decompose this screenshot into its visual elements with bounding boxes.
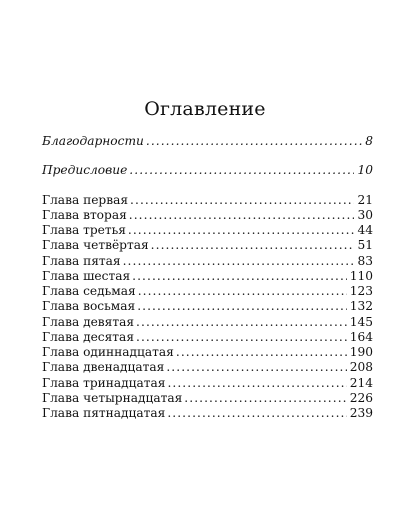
- toc-entry-chapter-11[interactable]: [42, 345, 373, 360]
- toc-entry-page: 214: [349, 375, 373, 390]
- toc-entry-chapter-15[interactable]: [42, 406, 373, 421]
- toc-entry-page: 83: [357, 253, 373, 268]
- dot-leader: [130, 193, 354, 208]
- toc-entry-label: Глава двенадцатая: [42, 360, 165, 375]
- toc-entry-label: Глава восьмая: [42, 299, 136, 314]
- toc-entry-label: Глава пятая: [42, 253, 121, 268]
- toc-entry-chapter-10[interactable]: [42, 330, 373, 345]
- toc-entry-label: Предисловие: [42, 163, 128, 178]
- dot-leader: [167, 376, 346, 391]
- toc-entry-chapter-1[interactable]: [42, 193, 373, 208]
- dot-leader: [129, 163, 354, 178]
- toc-entry-page: 132: [349, 299, 373, 314]
- toc-entry-label: Глава пятнадцатая: [42, 406, 166, 420]
- toc-entry-label: Глава четырнадцатая: [42, 390, 183, 405]
- dot-leader: [176, 345, 347, 360]
- toc-entry-chapter-5[interactable]: [42, 254, 373, 269]
- dot-leader: [128, 223, 355, 238]
- toc-entry-page: 10: [357, 163, 373, 178]
- toc-entry-label: Глава тринадцатая: [42, 375, 166, 390]
- toc-entry-acknowledgements[interactable]: [42, 134, 373, 149]
- dot-leader: [166, 360, 346, 375]
- toc-entry-label: Глава вторая: [42, 207, 127, 222]
- toc-entry-page: 30: [357, 207, 373, 222]
- dot-leader: [123, 254, 355, 269]
- toc-entry-page: 44: [357, 223, 373, 237]
- toc-entry-chapter-8[interactable]: [42, 299, 373, 314]
- toc-entry-chapter-13[interactable]: [42, 376, 373, 391]
- toc-entry-page: 110: [349, 268, 373, 283]
- toc-entry-label: Глава четвёртая: [42, 238, 149, 253]
- toc-entry-chapter-4[interactable]: [42, 238, 373, 253]
- toc-entry-label: Глава третья: [42, 223, 126, 237]
- dot-leader: [167, 406, 346, 421]
- toc-entry-page: 145: [349, 314, 373, 329]
- toc-entry-page: 208: [349, 360, 373, 375]
- page-title: Оглавление: [144, 98, 266, 120]
- toc-entry-page: 21: [357, 192, 373, 207]
- toc-entry-label: Благодарности: [42, 134, 144, 148]
- toc-entry-label: Глава десятая: [42, 329, 135, 344]
- dot-leader: [151, 238, 355, 253]
- dot-leader: [184, 391, 346, 406]
- dot-leader: [129, 208, 355, 223]
- dot-leader: [137, 299, 347, 314]
- toc-entry-page: 51: [357, 238, 373, 253]
- toc-entry-chapter-7[interactable]: [42, 284, 373, 299]
- toc-entry-page: 226: [349, 390, 373, 405]
- toc-entry-label: Глава одиннадцатая: [42, 345, 174, 359]
- toc-entry-chapter-12[interactable]: [42, 360, 373, 375]
- toc-entry-chapter-14[interactable]: [42, 391, 373, 406]
- dot-leader: [132, 269, 347, 284]
- toc-entry-chapter-2[interactable]: [42, 208, 373, 223]
- toc-entry-page: 190: [349, 345, 373, 359]
- toc-entry-chapter-6[interactable]: [42, 269, 373, 284]
- dot-leader: [146, 134, 362, 149]
- table-of-contents: [42, 134, 373, 421]
- toc-entry-chapter-9[interactable]: [42, 315, 373, 330]
- toc-entry-label: Глава первая: [42, 192, 129, 207]
- toc-entry-preface[interactable]: [42, 163, 373, 178]
- toc-entry-label: Глава шестая: [42, 268, 131, 283]
- dot-leader: [138, 284, 347, 299]
- toc-entry-page: 239: [349, 406, 373, 420]
- toc-entry-chapter-3[interactable]: [42, 223, 373, 238]
- toc-entry-label: Глава седьмая: [42, 284, 136, 298]
- dot-leader: [136, 330, 347, 345]
- dot-leader: [136, 315, 347, 330]
- toc-entry-page: 8: [365, 134, 373, 148]
- toc-entry-page: 164: [349, 329, 373, 344]
- toc-entry-label: Глава девятая: [42, 314, 135, 329]
- toc-entry-page: 123: [349, 284, 373, 298]
